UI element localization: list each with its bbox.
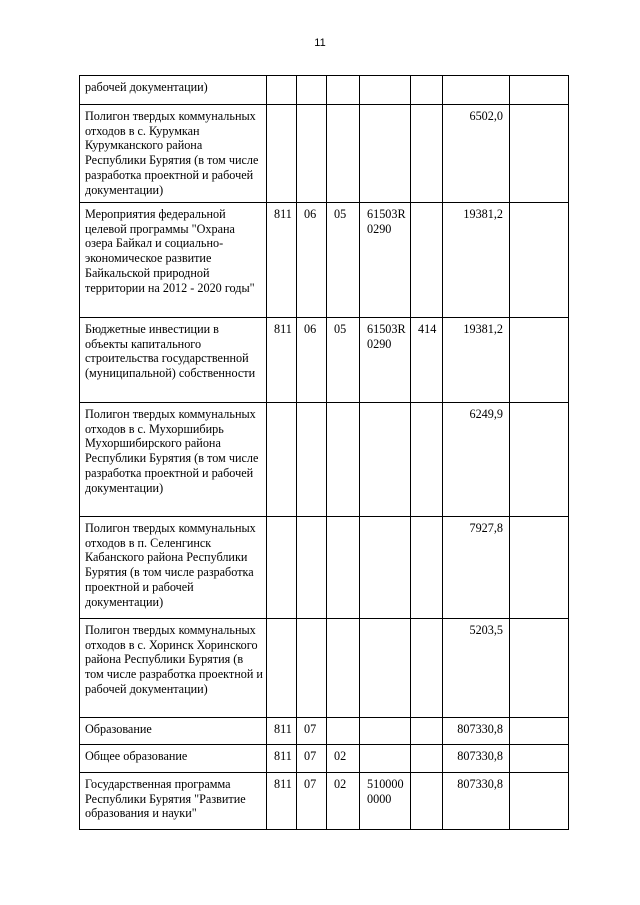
extra-cell: [510, 76, 569, 105]
extra-cell: [510, 773, 569, 830]
section-cell: [297, 76, 327, 105]
extra-cell: [510, 745, 569, 773]
expense-type-cell: [411, 718, 443, 745]
subsection-cell: [327, 718, 360, 745]
extra-cell: [510, 203, 569, 318]
ministry-code-cell: [267, 403, 297, 517]
section-cell: 07: [297, 745, 327, 773]
expense-type-cell: [411, 517, 443, 619]
subsection-cell: [327, 105, 360, 203]
ministry-code-cell: [267, 105, 297, 203]
extra-cell: [510, 718, 569, 745]
section-cell: [297, 403, 327, 517]
amount-cell: [443, 76, 510, 105]
extra-cell: [510, 619, 569, 718]
table-row: [80, 745, 569, 773]
target-article-cell: [360, 718, 411, 745]
row-description: рабочей документации): [80, 76, 267, 105]
table-row: [80, 619, 569, 718]
extra-cell: [510, 403, 569, 517]
amount-cell: 6249,9: [443, 403, 510, 517]
target-article-cell: [360, 619, 411, 718]
table-row: [80, 105, 569, 203]
expense-type-cell: [411, 619, 443, 718]
ministry-code-cell: 811: [267, 745, 297, 773]
row-description: Бюджетные инвестиции в объекты капитального строительства государственной (муниципальной) собственности: [80, 318, 267, 403]
expense-type-cell: [411, 105, 443, 203]
amount-cell: 807330,8: [443, 773, 510, 830]
subsection-cell: 02: [327, 773, 360, 830]
target-article-cell: 61503R0290: [360, 203, 411, 318]
amount-cell: 6502,0: [443, 105, 510, 203]
section-cell: 06: [297, 203, 327, 318]
ministry-code-cell: 811: [267, 718, 297, 745]
ministry-code-cell: [267, 619, 297, 718]
section-cell: [297, 619, 327, 718]
row-description: Мероприятия федеральной целевой программы "Охрана озера Байкал и социально-экономическое развитие Байкальской природной территории на 2012 - 2020 годы": [80, 203, 267, 318]
target-article-cell: 61503R0290: [360, 318, 411, 403]
budget-table: [79, 75, 569, 830]
page-number: 11: [314, 37, 326, 49]
target-article-cell: 5100000000: [360, 773, 411, 830]
extra-cell: [510, 105, 569, 203]
amount-cell: 7927,8: [443, 517, 510, 619]
subsection-cell: [327, 619, 360, 718]
expense-type-cell: [411, 76, 443, 105]
subsection-cell: 05: [327, 318, 360, 403]
expense-type-cell: 414: [411, 318, 443, 403]
table-row: [80, 76, 569, 105]
subsection-cell: [327, 76, 360, 105]
expense-type-cell: [411, 773, 443, 830]
ministry-code-cell: 811: [267, 773, 297, 830]
row-description: Образование: [80, 718, 267, 745]
table-row: [80, 718, 569, 745]
section-cell: 07: [297, 718, 327, 745]
section-cell: [297, 517, 327, 619]
table-row: [80, 318, 569, 403]
section-cell: 06: [297, 318, 327, 403]
table-row: [80, 517, 569, 619]
target-article-cell: [360, 403, 411, 517]
target-article-cell: [360, 517, 411, 619]
section-cell: [297, 105, 327, 203]
amount-cell: 19381,2: [443, 203, 510, 318]
section-cell: 07: [297, 773, 327, 830]
table-row: [80, 203, 569, 318]
amount-cell: 5203,5: [443, 619, 510, 718]
target-article-cell: [360, 105, 411, 203]
amount-cell: 19381,2: [443, 318, 510, 403]
subsection-cell: [327, 517, 360, 619]
row-description: Общее образование: [80, 745, 267, 773]
ministry-code-cell: [267, 517, 297, 619]
ministry-code-cell: [267, 76, 297, 105]
extra-cell: [510, 517, 569, 619]
target-article-cell: [360, 76, 411, 105]
ministry-code-cell: 811: [267, 203, 297, 318]
row-description: Полигон твердых коммунальных отходов в с. Мухоршибирь Мухоршибирского района Республики Бурятия (в том числе разработка проектной и рабочей документации): [80, 403, 267, 517]
subsection-cell: [327, 403, 360, 517]
amount-cell: 807330,8: [443, 745, 510, 773]
row-description: Полигон твердых коммунальных отходов в с. Хоринск Хоринского района Республики Бурятия (в том числе разработка проектной и рабочей документации): [80, 619, 267, 718]
extra-cell: [510, 318, 569, 403]
row-description: Полигон твердых коммунальных отходов в с. Курумкан Курумканского района Республики Бурятия (в том числе разработка проектной и рабочей документации): [80, 105, 267, 203]
amount-cell: 807330,8: [443, 718, 510, 745]
expense-type-cell: [411, 403, 443, 517]
target-article-cell: [360, 745, 411, 773]
table-row: [80, 403, 569, 517]
expense-type-cell: [411, 745, 443, 773]
row-description: Государственная программа Республики Бурятия "Развитие образования и науки": [80, 773, 267, 830]
subsection-cell: 02: [327, 745, 360, 773]
expense-type-cell: [411, 203, 443, 318]
row-description: Полигон твердых коммунальных отходов в п. Селенгинск Кабанского района Республики Бурятия (в том числе разработка проектной и рабочей документации): [80, 517, 267, 619]
subsection-cell: 05: [327, 203, 360, 318]
ministry-code-cell: 811: [267, 318, 297, 403]
table-row: [80, 773, 569, 830]
